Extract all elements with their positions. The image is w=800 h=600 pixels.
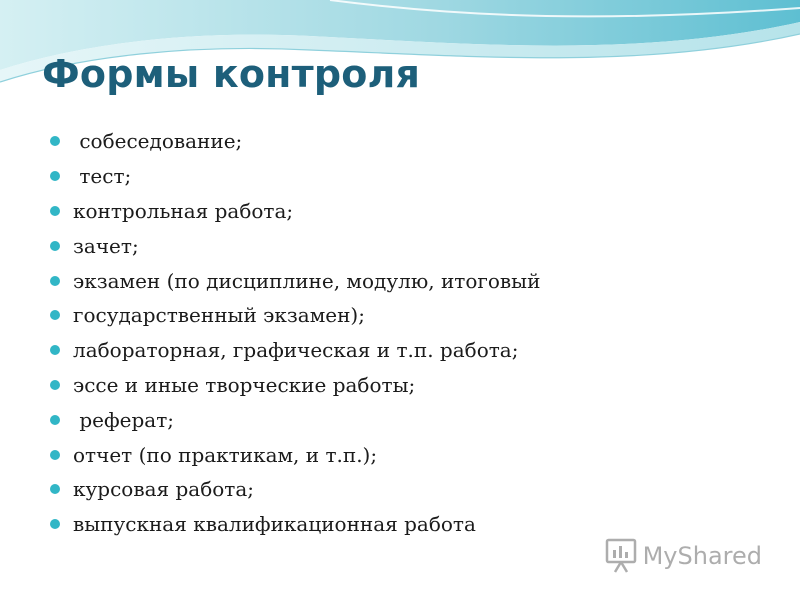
list-item: [50, 402, 750, 437]
list-item-text: лабораторная, графическая и т.п. работа;: [73, 338, 519, 363]
bullet-icon: [50, 171, 60, 181]
slide-title: Формы контроля: [42, 52, 421, 96]
list-item: [50, 333, 750, 368]
bullet-icon: [50, 276, 60, 286]
list-item-text: контрольная работа;: [73, 198, 294, 223]
bullet-icon: [50, 380, 60, 390]
list-item-text: реферат;: [73, 407, 175, 432]
presentation-screen-icon: [605, 538, 637, 574]
list-item: [50, 124, 750, 159]
list-item-text: отчет (по практикам, и т.п.);: [73, 442, 378, 467]
bullet-icon: [50, 484, 60, 494]
list-item: [50, 437, 750, 472]
bullet-icon: [50, 206, 60, 216]
list-item-text: экзамен (по дисциплине, модулю, итоговый: [73, 268, 541, 293]
list-item-text: зачет;: [73, 233, 139, 258]
bullet-icon: [50, 345, 60, 355]
bullet-icon: [50, 241, 60, 251]
list-item: [50, 368, 750, 403]
list-item: [50, 159, 750, 194]
list-item: [50, 472, 750, 507]
watermark-text: MyShared: [642, 542, 762, 570]
list-item: [50, 263, 750, 298]
list-item-text: эссе и иные творческие работы;: [73, 372, 416, 397]
watermark: [605, 538, 762, 574]
list-item: [50, 507, 750, 542]
list-item-text: тест;: [73, 164, 132, 189]
list-item: [50, 228, 750, 263]
bullet-icon: [50, 519, 60, 529]
bullet-icon: [50, 136, 60, 146]
bullet-icon: [50, 310, 60, 320]
bullet-list: [50, 124, 750, 542]
bullet-icon: [50, 450, 60, 460]
list-item: [50, 298, 750, 333]
list-item-text: государственный экзамен);: [73, 303, 365, 328]
list-item-text: собеседование;: [73, 129, 243, 154]
list-item-text: выпускная квалификационная работа: [73, 512, 476, 537]
bullet-icon: [50, 415, 60, 425]
list-item-text: курсовая работа;: [73, 477, 255, 502]
list-item: [50, 194, 750, 229]
